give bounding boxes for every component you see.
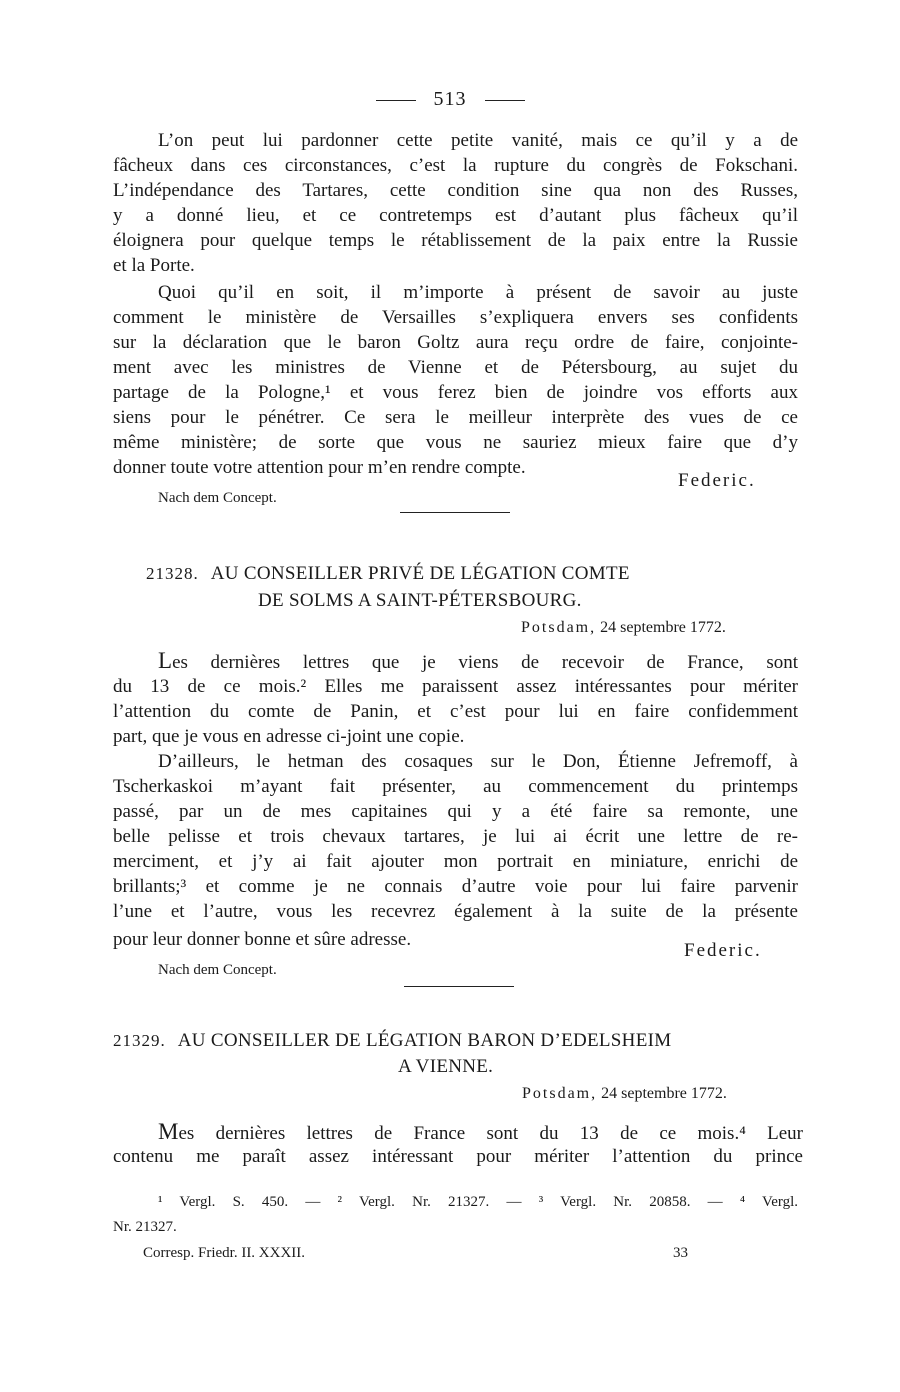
text-line: y a donné lieu, et ce contretemps est d’autant plus fâcheux qu’il: [113, 205, 798, 226]
text-line: brillants;³ et comme je ne connais d’autre voie pour lui faire parvenir: [113, 876, 798, 897]
page-number: 513: [433, 88, 467, 110]
source-note: Nach dem Concept.: [158, 962, 277, 978]
text-line: partage de la Pologne,¹ et vous ferez bien de joindre vos efforts aux: [113, 382, 798, 403]
footer-signature-mark: Corresp. Friedr. II. XXXII.: [143, 1245, 306, 1261]
letter-title-line-2: A VIENNE.: [398, 1056, 494, 1077]
text-line: même ministère; de sorte que vous ne sauriez mieux faire que d’y: [113, 432, 798, 453]
text-line: Tscherkaskoi m’ayant fait présenter, au commencement du printemps: [113, 776, 798, 797]
text-line-first: [158, 1119, 803, 1144]
text-line-first: [158, 648, 798, 673]
footer-sheet-number: 33: [673, 1245, 688, 1261]
text-line: donner toute votre attention pour m’en rendre compte.: [113, 457, 526, 478]
text-line: es dernières lettres que je viens de recevoir de France, sont: [172, 652, 798, 673]
text-line: sur la déclaration que le baron Goltz aura reçu ordre de faire, conjointe-: [113, 332, 798, 353]
letter-number: 21328.: [146, 564, 199, 583]
text-line: du 13 de ce mois.² Elles me paraissent assez intéressantes pour mériter: [113, 676, 798, 697]
text-line: l’une et l’autre, vous les recevrez également à la suite de la présente: [113, 901, 798, 922]
letter-title-line-2: DE SOLMS A SAINT-PÉTERSBOURG.: [258, 590, 582, 611]
drop-initial: L: [158, 648, 173, 673]
text-line: passé, par un de mes capitaines qui y a été faire sa remonte, une: [113, 801, 798, 822]
header-dash-left: [376, 100, 416, 101]
dateline-date: 24 septembre 1772.: [601, 1085, 727, 1102]
letter-title: [146, 563, 630, 585]
header-dash-right: [485, 100, 525, 101]
text-line: merciment, et j’y ai fait ajouter mon portrait en miniature, enrichi de: [113, 851, 798, 872]
letter-addressee: AU CONSEILLER DE LÉGATION BARON D’EDELSHEIM: [177, 1030, 672, 1051]
text-line: l’attention du comte de Panin, et c’est pour lui en faire confidemment: [113, 701, 798, 722]
dateline-place: Potsdam,: [521, 619, 597, 636]
text-line: Quoi qu’il en soit, il m’importe à présent de savoir au juste: [158, 282, 798, 303]
text-line: L’indépendance des Tartares, cette condition sine qua non des Russes,: [113, 180, 798, 201]
letter-number: 21329.: [113, 1031, 166, 1050]
letter-title: [113, 1030, 671, 1052]
footnote-line: ¹ Vergl. S. 450. — ² Vergl. Nr. 21327. — ³ Vergl. Nr. 20858. — ⁴ Vergl.: [158, 1194, 798, 1210]
text-line: siens pour le pénétrer. Ce sera le meilleur interprète des vues de ce: [113, 407, 798, 428]
dateline-date: 24 septembre 1772.: [600, 619, 726, 636]
text-line: pour leur donner bonne et sûre adresse.: [113, 929, 412, 950]
signature: Federic.: [684, 940, 762, 961]
drop-initial: M: [158, 1119, 179, 1144]
text-line: éloignera pour quelque temps le rétablissement de la paix entre la Russie: [113, 230, 798, 251]
page-header: [0, 88, 900, 111]
text-line: ment avec les ministres de Vienne et de Pétersbourg, au sujet du: [113, 357, 798, 378]
text-line: part, que je vous en adresse ci-joint une copie.: [113, 726, 465, 747]
text-line: contenu me paraît assez intéressant pour mériter l’attention du prince: [113, 1146, 803, 1167]
section-divider: [404, 986, 514, 987]
text-line: comment le ministère de Versailles s’expliquera envers ses confidents: [113, 307, 798, 328]
section-divider: [400, 512, 510, 513]
letter-addressee: AU CONSEILLER PRIVÉ DE LÉGATION COMTE: [210, 563, 630, 584]
dateline: [522, 1085, 727, 1103]
text-line: es dernières lettres de France sont du 13 de ce mois.⁴ Leur: [178, 1123, 803, 1144]
dateline: [521, 619, 726, 637]
source-note: Nach dem Concept.: [158, 490, 277, 506]
text-line: L’on peut lui pardonner cette petite vanité, mais ce qu’il y a de: [158, 130, 798, 151]
signature: Federic.: [678, 470, 756, 491]
footnote-line: Nr. 21327.: [113, 1219, 177, 1235]
text-line: et la Porte.: [113, 255, 195, 276]
dateline-place: Potsdam,: [522, 1085, 598, 1102]
text-line: D’ailleurs, le hetman des cosaques sur le Don, Étienne Jefremoff, à: [158, 751, 798, 772]
text-line: belle pelisse et trois chevaux tartares, je lui ai écrit une lettre de re-: [113, 826, 798, 847]
text-line: fâcheux dans ces circonstances, c’est la rupture du congrès de Fokschani.: [113, 155, 798, 176]
